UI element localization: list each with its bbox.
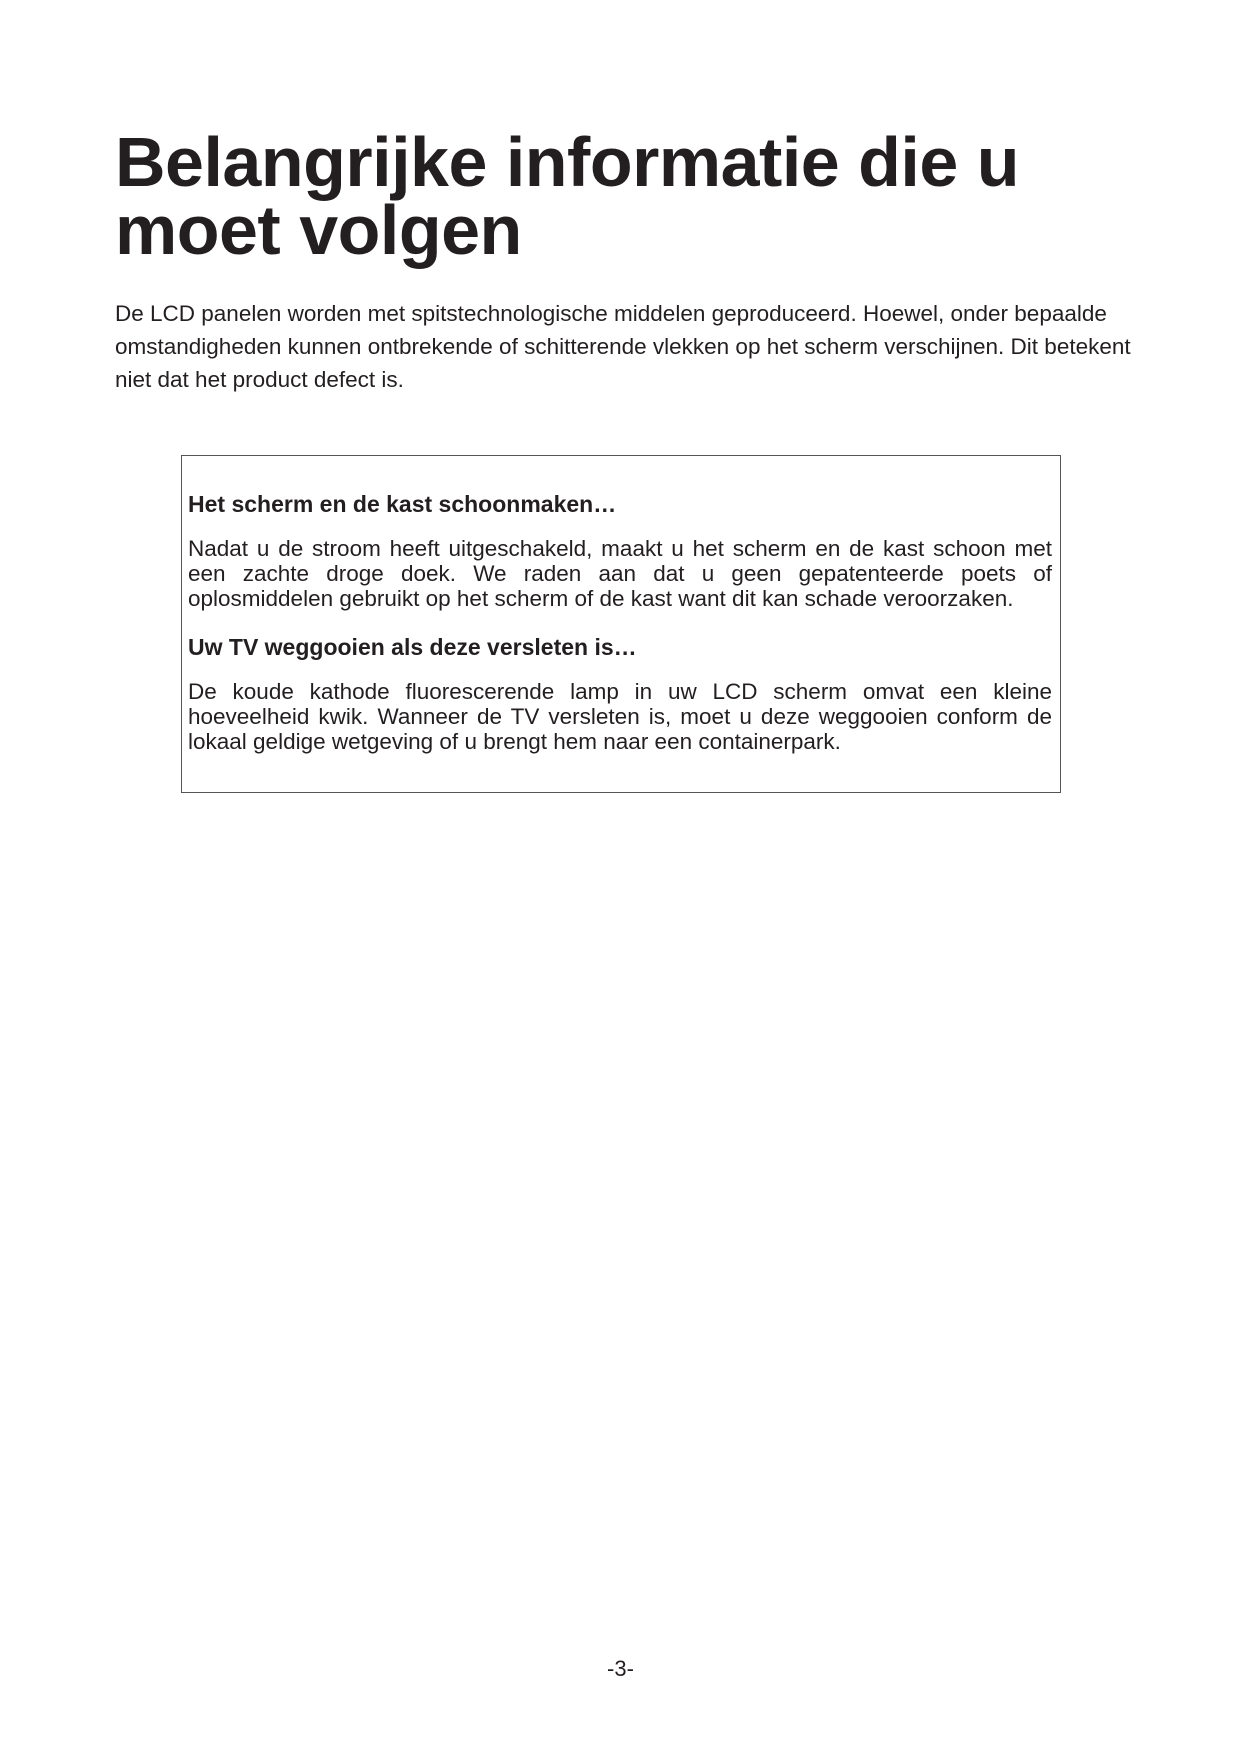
info-box <box>181 455 1061 793</box>
page-number: -3- <box>607 1656 634 1681</box>
cleaning-text: Nadat u de stroom heeft uitgeschakeld, maakt u het scherm en de kast schoon met een zachte droge doek. We raden aan dat u geen gepatenteerde poets of oplosmiddelen gebruikt op het scherm of de kast want dit kan schade veroorzaken. <box>188 536 1052 611</box>
disposal-heading: Uw TV weggooien als deze versleten is… <box>188 634 637 660</box>
intro-paragraph: De LCD panelen worden met spitstechnologische middelen geproduceerd. Hoewel, onder bepaalde omstandigheden kunnen ontbrekende of schitterende vlekken op het scherm verschijnen. Dit betekent niet dat het product defect is. <box>115 301 1131 392</box>
page-title: Belangrijke informatie die u moet volgen <box>115 123 1019 269</box>
disposal-text: De koude kathode fluorescerende lamp in uw LCD scherm omvat een kleine hoeveelheid kwik. Wanneer de TV versleten is, moet u deze weggooien conform de lokaal geldige wetgeving of u brengt hem naar een containerpark. <box>188 679 1052 754</box>
cleaning-heading: Het scherm en de kast schoonmaken… <box>188 491 617 517</box>
